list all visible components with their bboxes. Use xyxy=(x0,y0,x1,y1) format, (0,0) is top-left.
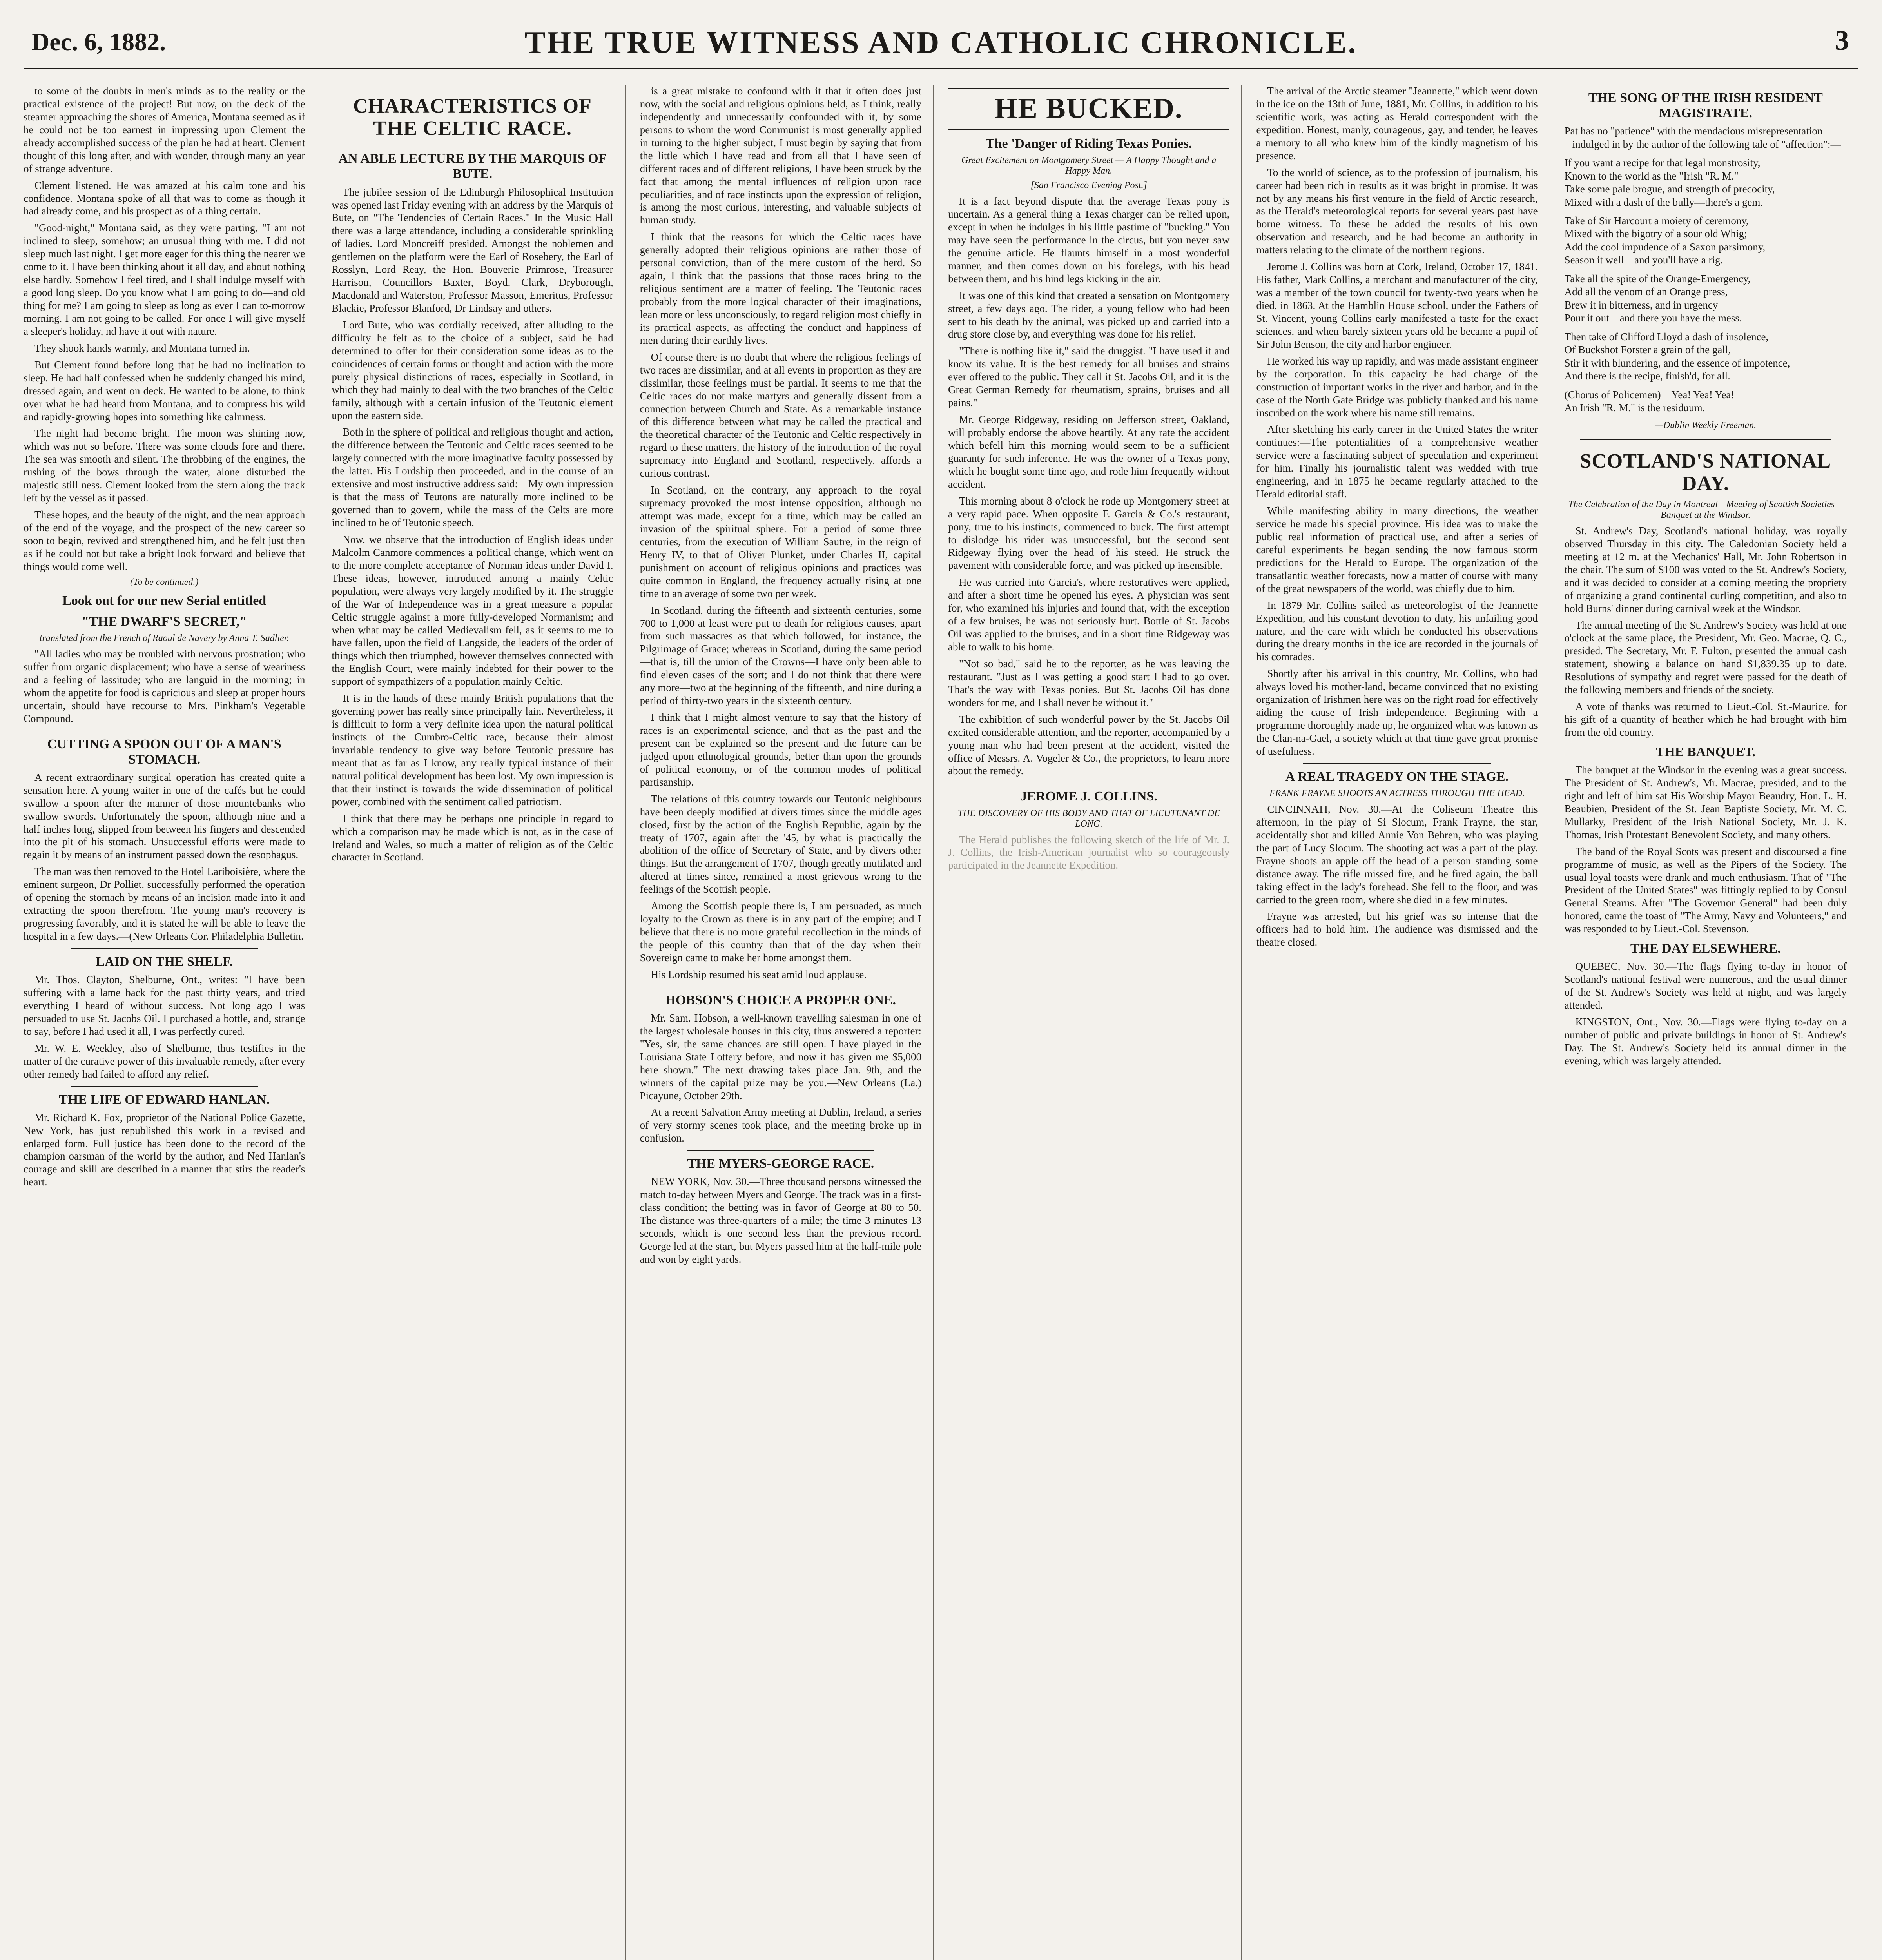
paragraph: At a recent Salvation Army meeting at Dublin, Ireland, a series of very stormy scenes took place, and the meeting broke up in confusion. xyxy=(640,1106,921,1144)
article-subheading: The 'Danger of Riding Texas Ponies. xyxy=(985,136,1192,151)
paragraph: Shortly after his arrival in this country, Mr. Collins, who had always loved his mother-land, became convinced that no existing organization of Irishmen here was on the right road for effectively aiding the cause of Irish independence. Beginning with a programme thoroughly made up, he organized what was known as the Clan-na-Gael, a society which at that time gave great promise of usefulness. xyxy=(1256,668,1538,757)
paragraph: It was one of this kind that created a sensation on Montgomery street, a few days ago. The rider, a young fellow who had been sent to his death by the animal, was picked up and carried into a drug store close by, and everything was done for his relief. xyxy=(948,289,1230,340)
article-heading: LAID ON THE SHELF. xyxy=(96,954,233,969)
paragraph: "There is nothing like it," said the druggist. "I have used it and know its value. It is the best remedy for all bruises and strains ever offered to the public. They call it St. Jacobs Oil, and it is the Great German Remedy for rheumatism, sprains, bruises and all pains." xyxy=(948,345,1230,409)
paragraph: QUEBEC, Nov. 30.—The flags flying to-day in honor of Scotland's national festival were numerous, and the usual dinner of the St. Andrew's Society was held at night, and was largely attended. xyxy=(1564,960,1847,1011)
article-subheading: The Celebration of the Day in Montreal—Meeting of Scottish Societies—Banquet at the Windsor. xyxy=(1568,499,1843,520)
paragraph: A recent extraordinary surgical operation has created quite a sensation here. A young waiter in one of the cafés but he could swallow a spoon after the manner of those mountebanks who swallow swords. Unfortunately the spoon, although nine and a half inches long, slipped from between his fingers and descended into the pit of his stomach. Unsuccessful efforts were made to regain it by means of an instrument passed down the œsophagus. xyxy=(24,771,305,861)
paragraph: Jerome J. Collins was born at Cork, Ireland, October 17, 1841. His father, Mark Collins, a merchant and manufacturer of the city, was a member of the town council for twenty-two years when he died, in 1863. At the Hamblin House school, under the Fathers of St. Vincent, young Collins early manifested a taste for the exact sciences, and when barely sixteen years old he became a pupil of Sir John Benson, the city and harbor engineer. xyxy=(1256,261,1538,350)
poem-line: Take all the spite of the Orange-Emergency, xyxy=(1564,272,1751,285)
paragraph: Clement listened. He was amazed at his calm tone and his confidence. Montana spoke of all that was to come as though it had already come, and his prospect as of a thing certain. xyxy=(24,179,305,217)
article-deck: Great Excitement on Montgomery Street — A Happy Thought and a Happy Man. xyxy=(961,155,1217,176)
paragraph: Mr. Richard K. Fox, proprietor of the National Police Gazette, New York, has just republished this work in a revised and enlarged form. Full justice has been done to the record of the champion oarsman of the world by the author, and Ned Hanlan's courage and skill are described in a manner that stirs the reader's heart. xyxy=(24,1111,305,1188)
article-source: [San Francisco Evening Post.] xyxy=(1030,180,1147,191)
paragraph: To the world of science, as to the profession of journalism, his career had been rich in results as it was bright in promise. It was not by any means his first venture in the field of Arctic research, as the Herald's meteorological reports for several years past have borne witness. To these he added the results of his own observation and research, and he had become an authority in matters relating to the climate of the northern regions. xyxy=(1256,166,1538,256)
paragraph: is a great mistake to confound with it that it often does just now, with the social and religious opinions held, as I think, really independently and unnecessarily confounded with it, by some persons to whom the word Communist is most generally applied in turning to the higher subject, I must begin by saying that from the little which I have read and from all that I have seen of different races and of different religions, I have been struck by the fact that among the mental influences of religion upon race peculiarities, and of race instincts upon the expression of religion, is among the most curious, interesting, and valuable subjects of human study. xyxy=(640,85,921,226)
poem-line: An Irish "R. M." is the residuum. xyxy=(1564,402,1705,414)
paragraph: I think that the reasons for which the Celtic races have generally adopted their religious opinions are rather those of personal conviction, than of the mere custom of the herd. So again, I think that the passions that those races bring to the religious sentiment are a matter of feeling. The Teutonic races probably from the more logical character of their imaginations, lean more or less unconsciously, to regard religion most chiefly in its practical aspects, as affecting the conduct and happiness of men during their earthly lives. xyxy=(640,231,921,346)
column-2 xyxy=(332,85,626,1960)
paragraph: Mr. Thos. Clayton, Shelburne, Ont., writes: "I have been suffering with a lame back for the past thirty years, and tried everything I heard of without success. Not long ago I was persuaded to use St. Jacobs Oil. I purchased a bottle, and, strange to say, before I had used it all, I was perfectly cured. xyxy=(24,974,305,1037)
paragraph: In Scotland, during the fifteenth and sixteenth centuries, some 700 to 1,000 at least were put to death for religious causes, apart from such massacres as that which followed, for instance, the Pilgrimage of Grace; whereas in Scotland, during the same period—that is, till the union of the Crowns—I have only been able to find eleven cases of the sort; and I do not think that there were any more—two at the beginning of the fifteenth, and nine during a period of thirty-two years in the sixteenth century. xyxy=(640,604,921,707)
paragraph: Mr. George Ridgeway, residing on Jefferson street, Oakland, will probably endorse the above heartily. At any rate the accident which befell him this morning would seem to be a sufficient guaranty for such inference. He was the owner of a Texas pony, which he bought some time ago, and rode him frequently without accident. xyxy=(948,414,1230,490)
paragraph: "Not so bad," said he to the reporter, as he was leaving the restaurant. "Just as I was getting a good start I had to go over. That's the way with Texas ponies. But St. Jacobs Oil has done wonders for me, and I shall never be without it." xyxy=(948,657,1230,708)
page-number: 3 xyxy=(1835,25,1849,56)
article-subheading: AN ABLE LECTURE BY THE MARQUIS OF BUTE. xyxy=(338,151,607,181)
poem-line: Then take of Clifford Lloyd a dash of insolence, xyxy=(1564,330,1769,343)
paragraph: It is a fact beyond dispute that the average Texas pony is uncertain. As a general thing a Texas charger can be relied upon, except in when he indulges in his little pastime of "bucking." You may have seen the performance in the circus, but you never saw the genuine article. He flaunts himself in a most wonderful manner, and then comes down on his forelegs, with his head between them, and his hind legs kicking in the air. xyxy=(948,195,1230,285)
paragraph: St. Andrew's Day, Scotland's national holiday, was royally observed Thursday in this city. The Caledonian Society held a meeting at 12 m. at the Mechanics' Hall, Mr. John Robertson in the chair. The sum of $100 was voted to the St. Andrew's Society, and it was decided to consider at a coming meeting the propriety of organizing a grand continental curling competition, and also to hold Burns' dinner during carnival week at the Windsor. xyxy=(1564,524,1847,614)
poem-line: Pour it out—and there you have the mess. xyxy=(1564,312,1742,324)
poem-stanza xyxy=(1565,272,1847,325)
paragraph: The arrival of the Arctic steamer "Jeannette," which went down in the ice on the 13th of June, 1881, Mr. Collins, in addition to his scientific work, was acting as Herald correspondent with the expedition. Honest, manly, courageous, gay, and tender, he leaves a memory to all who knew him of the kindly magnetism of his presence. xyxy=(1256,85,1538,162)
paragraph: The banquet at the Windsor in the evening was a great success. The President of St. Andrew's, Mr. Macrae, presided, and to the right and left of him sat His Worship Mayor Beaudry, Hon. L. H. Beaubien, President of the St. Jean Baptiste Society, Mr. M. C. Mullarky, President of the Irish National Society, Mr. J. K. Thomas, Irish Protestant Benevolent Society, and many others. xyxy=(1564,764,1847,840)
article-title-box xyxy=(948,88,1229,130)
poem xyxy=(1565,125,1847,414)
paragraph: A vote of thanks was returned to Lieut.-Col. St.-Maurice, for his gift of a quantity of heather which he had brought with him from the old country. xyxy=(1564,701,1847,738)
paragraph: These hopes, and the beauty of the night, and the near approach of the end of the voyage, and the prospect of the new career so soon to begin, revived and strengthened him, and he felt just then as if he could not but take a bright look forward and believe that things would come well. xyxy=(24,509,305,572)
column-3 xyxy=(640,85,934,1960)
divider xyxy=(71,1086,258,1087)
paragraph: CINCINNATI, Nov. 30.—At the Coliseum Theatre this afternoon, in the play of Si Slocum, Frank Frayne, the star, accidentally shot and killed Annie Von Behren, who was playing the part of Lucy Slocum. The shooting act was a part of the play. Frayne shoots an apple off the head of a person standing some distance away. The rifle missed fire, and he fired again, the ball taking effect in the lady's forehead. She fell to the floor, and was carried to the green room, where she died in a few minutes. xyxy=(1256,803,1538,906)
article-heading: HE BUCKED. xyxy=(994,93,1183,125)
article-heading: A REAL TRAGEDY ON THE STAGE. xyxy=(1285,769,1509,784)
article-columns xyxy=(24,85,1858,1960)
paragraph: After sketching his early career in the United States the writer continues:—The potentialities of a comprehensive weather service were a fascinating subject of speculation and experiment for him. Finally his journalistic talent was wedded with true engineering, and in 1875 he became regularly attached to the Herald editorial staff. xyxy=(1256,423,1538,500)
newspaper-page xyxy=(24,16,1858,1960)
serial-author: translated from the French of Raoul de Navery by Anna T. Sadlier. xyxy=(39,633,289,643)
poem-line: Known to the world as the "Irish "R. M." xyxy=(1564,170,1739,182)
section-heading: THE BANQUET. xyxy=(1655,744,1756,759)
continued-note: (To be continued.) xyxy=(130,577,199,587)
column-4 xyxy=(948,85,1242,1960)
newspaper-title: THE TRUE WITNESS AND CATHOLIC CHRONICLE. xyxy=(524,25,1358,60)
paragraph: This morning about 8 o'clock he rode up Montgomery street at a very rapid pace. When opposite F. Garcia & Co.'s restaurant, pony, true to his instincts, commenced to buck. The first attempt to dislodge his rider was unsuccessful, but the second sent Ridgeway flying over the head of his steed. He struck the pavement with considerable force, and was picked up insensible. xyxy=(948,495,1230,572)
article-heading: CUTTING A SPOON OUT OF A MAN'S STOMACH. xyxy=(47,737,281,767)
paragraph: "Good-night," Montana said, as they were parting, "I am not inclined to sleep, somehow; an unusual thing with me. I did not sleep much last night. I get more eager for this thing the nearer we come to it. I have been thinking about it all day, and about nothing else hardly. Somehow I feel tired, and I shall indulge myself with a good long sleep. Do you know what I am going to do—and old thing for me? I am going to sleep as long as ever I can to-morrow morning. I am not going to be called. For once I will give myself a sleeper's holiday, nd have it out with nature. xyxy=(24,222,305,337)
column-6 xyxy=(1565,85,1858,1960)
poem-title: THE SONG OF THE IRISH RESIDENT MAGISTRATE. xyxy=(1588,91,1823,121)
paragraph: I think that I might almost venture to say that the history of races is an experimental science, and that as the past and the present can be explained so the present and the future can be judged upon ethnological grounds, better than upon the grounds of political economy, or of the common modes of political partisanship. xyxy=(640,711,921,788)
article-subheading: THE DISCOVERY OF HIS BODY AND THAT OF LIEUTENANT DE LONG. xyxy=(957,808,1220,829)
serial-title: "THE DWARF'S SECRET," xyxy=(82,614,247,629)
poem-stanza xyxy=(1565,388,1847,415)
poem-line: (Chorus of Policemen)—Yea! Yea! Yea! xyxy=(1564,388,1735,401)
serial-notice: Look out for our new Serial entitled xyxy=(62,593,267,608)
article-heading: THE LIFE OF EDWARD HANLAN. xyxy=(59,1092,270,1107)
poem-line: Take some pale brogue, and strength of precocity, xyxy=(1564,183,1775,195)
column-1 xyxy=(24,85,317,1960)
paragraph: to some of the doubts in men's minds as to the reality or the practical existence of the project! But now, on the deck of the steamer approaching the shores of America, Montana seemed as if he could not be too earnest in impressing upon Clement the already accomplished success of the plan he had at heart. Clement thought of this long after, and with wonder, through many an year of strange adventure. xyxy=(24,85,305,174)
paragraph: Now, we observe that the introduction of English ideas under Malcolm Canmore commences a political change, which went on to the more complete acceptance of Norman ideas under David I. These ideas, however, introduced among a mainly Celtic population, were always very largely modified by it. The struggle of the War of Independence was in a great measure a popular Celtic struggle against a more fully-developed Normanism; and when what may be called Medievalism fell, as it seems to me to have fallen, upon the field of Langside, the leaders of the order of things which then triumphed, however themselves connected with the English Court, were mainly indebted for their power to the support of sympathizers of a population mainly Celtic. xyxy=(332,533,613,688)
poem-line: Of Buckshot Forster a grain of the gall, xyxy=(1564,344,1731,356)
poem-source: —Dublin Weekly Freeman. xyxy=(1655,420,1757,430)
paragraph: Both in the sphere of political and religious thought and action, the difference between the Teutonic and Celtic races seemed to be largely connected with the more imaginative faculty possessed by the latter. His Lordship then proceeded, and in the course of an extensive and most instructive address said:—My own impression is that the mass of Teutons are naturally more inclined to be governed than to govern, while the mass of the Celts are more inclined to be of Teutonic speech. xyxy=(332,426,613,528)
paragraph: He was carried into Garcia's, where restoratives were applied, and after a short time he opened his eyes. A physician was sent for, who examined his injuries and found that, with the exception of a few bruises, he was not seriously hurt. Bottle of St. Jacobs Oil was applied to the bruises, and in a short time Ridgeway was able to walk to his home. xyxy=(948,576,1230,653)
poem-line: Pat has no "patience" with the mendacious misrepresentation indulged in by the author of the following tale of "affection":— xyxy=(1564,125,1841,150)
article-heading: SCOTLAND'S NATIONAL DAY. xyxy=(1580,450,1831,495)
paragraph: The band of the Royal Scots was present and discoursed a fine programme of music, as well as the Pipers of the Society. The usual loyal toasts were drank and much enthusiasm. That of "The President of the United States" was fittingly replied to by Consul General Stearns. After "The Governor General" had been duly honored, came the toast of "The Army, Navy and Volunteers," and was responded to by Lieut.-Col. Stevenson. xyxy=(1564,845,1847,935)
paragraph: I think that there may be perhaps one principle in regard to which a comparison may be made which is not, as in the case of Ireland and Wales, so much a matter of religion as of the Celtic character in Scotland. xyxy=(332,812,613,863)
paragraph: The man was then removed to the Hotel Lariboisière, where the eminent surgeon, Dr Polliet, successfully performed the operation of opening the stomach by means of an incision made into it and extracting the spoon therefrom. The young man's recovery is progressing favorably, and it is stated he will be able to leave the hospital in a few days.—(New Orleans Cor. Philadelphia Bulletin. xyxy=(24,866,305,942)
paragraph: The relations of this country towards our Teutonic neighbours have been deeply modified at divers times since the middle ages closed, first by the action of the English Republic, again by the treaty of 1707, again after the '45, by what is practically the abolition of the office of Secretary of State, and by divers other things. But the arrangement of 1707, though greatly mutilated and altered at times since, remained a most grievous wrong to the feelings of the Scottish people. xyxy=(640,793,921,895)
paragraph: Of course there is no doubt that where the religious feelings of two races are dissimilar, and at all events in proportion as they are dissimilar, those feelings must be partial. It seems to me that the Celtic races do not make martyrs and generally dissent from a connection between Church and State. As a remarkable instance of this difference between what may be called the practical and the theoretical character of the Teutonic and Celtic respectively in regard to these matters, the history of the introduction of the royal supremacy into England and Scotland, respectively, affords a curious contrast. xyxy=(640,351,921,479)
poem-line: Brew it in bitterness, and in urgency xyxy=(1564,299,1718,311)
paragraph: In Scotland, on the contrary, any approach to the royal supremacy provoked the most intense opposition, although no attempt was made, except for a time, which may be called an invasion of the spiritual sphere. For a period of some three centuries, from the execution of William Sautre, in the reign of Henry IV, to that of Oliver Plunket, under Charles II, capital punishment on account of religious opinions and practices was quite common in England, the frequency actually rising at one time to an average of some two per week. xyxy=(640,484,921,599)
paragraph: He worked his way up rapidly, and was made assistant engineer by the corporation. In this capacity he had charge of the construction of important works in the river and harbor, and in the case of the North Gate Bridge was publicly thanked and his name inscribed on the work where his name still remains. xyxy=(1256,355,1538,419)
article-subheading: FRANK FRAYNE SHOOTS AN ACTRESS THROUGH THE HEAD. xyxy=(1269,788,1525,799)
divider xyxy=(1580,439,1831,440)
article-heading: JEROME J. COLLINS. xyxy=(1020,789,1157,804)
article-heading: THE MYERS-GEORGE RACE. xyxy=(687,1156,874,1171)
poem-stanza xyxy=(1565,214,1847,267)
issue-date: Dec. 6, 1882. xyxy=(31,28,166,56)
poem-line: Season it well—and you'll have a rig. xyxy=(1564,254,1723,266)
divider xyxy=(1303,763,1490,764)
paragraph: Frayne was arrested, but his grief was so intense that the officers had to hold him. The audience was dismissed and the theatre closed. xyxy=(1256,910,1538,948)
paragraph: Lord Bute, who was cordially received, after alluding to the difficulty he felt as to the choice of a subject, said he had determined to offer for their consideration some ideas as to the coincidences of certain forms or thought and action with the more purely physical distinctions of races, especially in Scotland, in which they had mainly to deal with the two branches of the Celtic family, although with a certain infusion of the Teutonic element upon the eastern side. xyxy=(332,319,613,421)
paragraph: The annual meeting of the St. Andrew's Society was held at one o'clock at the same place, the President, Mr. Geo. Macrae, Q. C., presided. The Secretary, Mr. F. Fulton, presented the annual cash statement, showing a balance on hand $1,839.35 up to date. Resolutions of sympathy and regret were passed for the death of the following members and friends of the society. xyxy=(1564,619,1847,696)
paragraph: While manifesting ability in many directions, the weather service he made his special province. His idea was to make the public real information of practical use, and after a series of careful experiments he began sending the now famous storm predictions for the Herald to Europe. The organization of the transatlantic weather forecasts, now a matter of course with many of the great newspapers of the world, was chiefly due to him. xyxy=(1256,505,1538,594)
poem-line: Add the cool impudence of a Saxon parsimony, xyxy=(1564,241,1766,253)
poem-line: And there is the recipe, finish'd, for all. xyxy=(1564,370,1730,382)
poem-line: Stir it with blundering, and the essence of impotence, xyxy=(1564,357,1790,369)
paragraph: In 1879 Mr. Collins sailed as meteorologist of the Jeannette Expedition, and his constant devotion to duty, his unfailing good nature, and the care with which he conducted his observations during the dreary months in the ice are recorded in the journals of his comrades. xyxy=(1256,599,1538,663)
column-5 xyxy=(1256,85,1550,1960)
poem-stanza xyxy=(1565,330,1847,383)
paragraph: The night had become bright. The moon was shining now, which was not so before. There was some clouds fore and there. The sea was smooth and silent. The throbbing of the engines, the rushing of the bows through the water, alone disturbed the majestic still ness. Clement looked from the stern along the track left by the vessel as it passed. xyxy=(24,427,305,504)
article-heading: CHARACTERISTICS OF THE CELTIC RACE. xyxy=(353,95,592,140)
poem-line: Mixed with a dash of the bully—there's a gem. xyxy=(1564,196,1763,208)
poem-stanza xyxy=(1565,156,1847,209)
paragraph: KINGSTON, Ont., Nov. 30.—Flags were flying to-day on a number of public and private buildings in honor of St. Andrew's Day. The St. Andrew's Society held its annual dinner in the evening, which was largely attended. xyxy=(1564,1016,1847,1067)
paragraph: NEW YORK, Nov. 30.—Three thousand persons witnessed the match to-day between Myers and George. The track was in a first-class condition; the betting was in favor of George at 80 to 50. The distance was three-quarters of a mile; the time 3 minutes 13 seconds, which is one second less than the previous record. George led at the start, but Myers passed him at the half-mile pole and won by eight yards. xyxy=(640,1176,921,1265)
paragraph: The jubilee session of the Edinburgh Philosophical Institution was opened last Friday evening with an address by the Marquis of Bute, on "The Tendencies of Certain Races." In the Music Hall there was a large attendance, including a considerable sprinkling of ladies. Lord Moncreiff presided. Amongst the noblemen and gentlemen on the platform were the Earl of Rosebery, the Earl of Rosslyn, Lord Reay, the Hon. Bouverie Primrose, Treasurer Harrison, Councillors Baxter, Boyd, Clark, Dryborough, Macdonald and Waterston, Professor Masson, Emeritus, Professor Blackie, Professor Blanford, Dr Lindsay and others. xyxy=(332,186,613,314)
paragraph: They shook hands warmly, and Montana turned in. xyxy=(34,342,250,354)
paragraph: The Herald publishes the following sketch of the life of Mr. J. J. Collins, the Irish-American journalist who so courageously participated in the Jeannette Expedition. xyxy=(948,833,1230,871)
paragraph: Among the Scottish people there is, I am persuaded, as much loyalty to the Crown as there is in any part of the empire; and I believe that there is no more grateful recollection in the minds of the people of this country than that of the day when their Sovereign came to make her home amongst them. xyxy=(640,900,921,964)
closing-line: His Lordship resumed his seat amid loud applause. xyxy=(651,968,867,980)
article-heading: HOBSON'S CHOICE A PROPER ONE. xyxy=(665,993,896,1007)
poem-line: If you want a recipe for that legal monstrosity, xyxy=(1564,157,1761,169)
paragraph: Mr. W. E. Weekley, also of Shelburne, thus testifies in the matter of the curative power of this invaluable remedy, after every other remedy had failed to afford any relief. xyxy=(24,1042,305,1080)
paragraph: It is in the hands of these mainly British populations that the governing power has really since principally lain. Nevertheless, it is difficult to form a very definite idea upon the natural political instincts of the Cumbro-Celtic race, because their almost invariable tendency to give way before Teutonic pressure has meant that as far as I know, any really typical instance of their natural political development has been lost. My own impression is that their instinct is towards the wide dissemination of political power, combined with the sentiment called patriotism. xyxy=(332,692,613,808)
paragraph: Mr. Sam. Hobson, a well-known travelling salesman in one of the largest wholesale houses in this city, thus answered a reporter: "Yes, sir, the same chances are still open. I have played in the Louisiana State Lottery before, and now it has given me $5,000 here shown." The next drawing takes place Jan. 9th, and the winners of the capital prize may be you.—New Orleans (La.) Picayune, October 29th. xyxy=(640,1012,921,1102)
section-heading: THE DAY ELSEWHERE. xyxy=(1630,941,1781,956)
poem-line: Take of Sir Harcourt a moiety of ceremony, xyxy=(1564,215,1749,227)
poem-stanza xyxy=(1565,125,1847,151)
poem-line: Mixed with the bigotry of a sour old Whig; xyxy=(1564,228,1747,240)
paragraph: But Clement found before long that he had no inclination to sleep. He had half confessed when he suddenly changed his mind, dressed again, and went on deck. He wanted to be alone, to think over what he had heard from Montana, and to compress his wild and rapidly-growing hopes into something like calmness. xyxy=(24,359,305,423)
paragraph: The exhibition of such wonderful power by the St. Jacobs Oil excited considerable attention, and the reporter, accompanied by a young man who had been present at the accident, visited the office of Messrs. A. Vogeler & Co., the proprietors, to learn more about the remedy. xyxy=(948,713,1230,777)
advertisement-paragraph: "All ladies who may be troubled with nervous prostration; who suffer from organic displacement; who have a sense of weariness and a feeling of lassitude; who are languid in the morning; in whom the appetite for food is capricious and sleep at proper hours uncertain, should have recourse to Mrs. Pinkham's Vegetable Compound. xyxy=(24,648,305,724)
divider xyxy=(687,1150,874,1151)
masthead xyxy=(24,16,1858,69)
divider xyxy=(71,948,258,949)
serial-story-text xyxy=(24,85,305,573)
poem-line: Add all the venom of an Orange press, xyxy=(1564,286,1728,298)
